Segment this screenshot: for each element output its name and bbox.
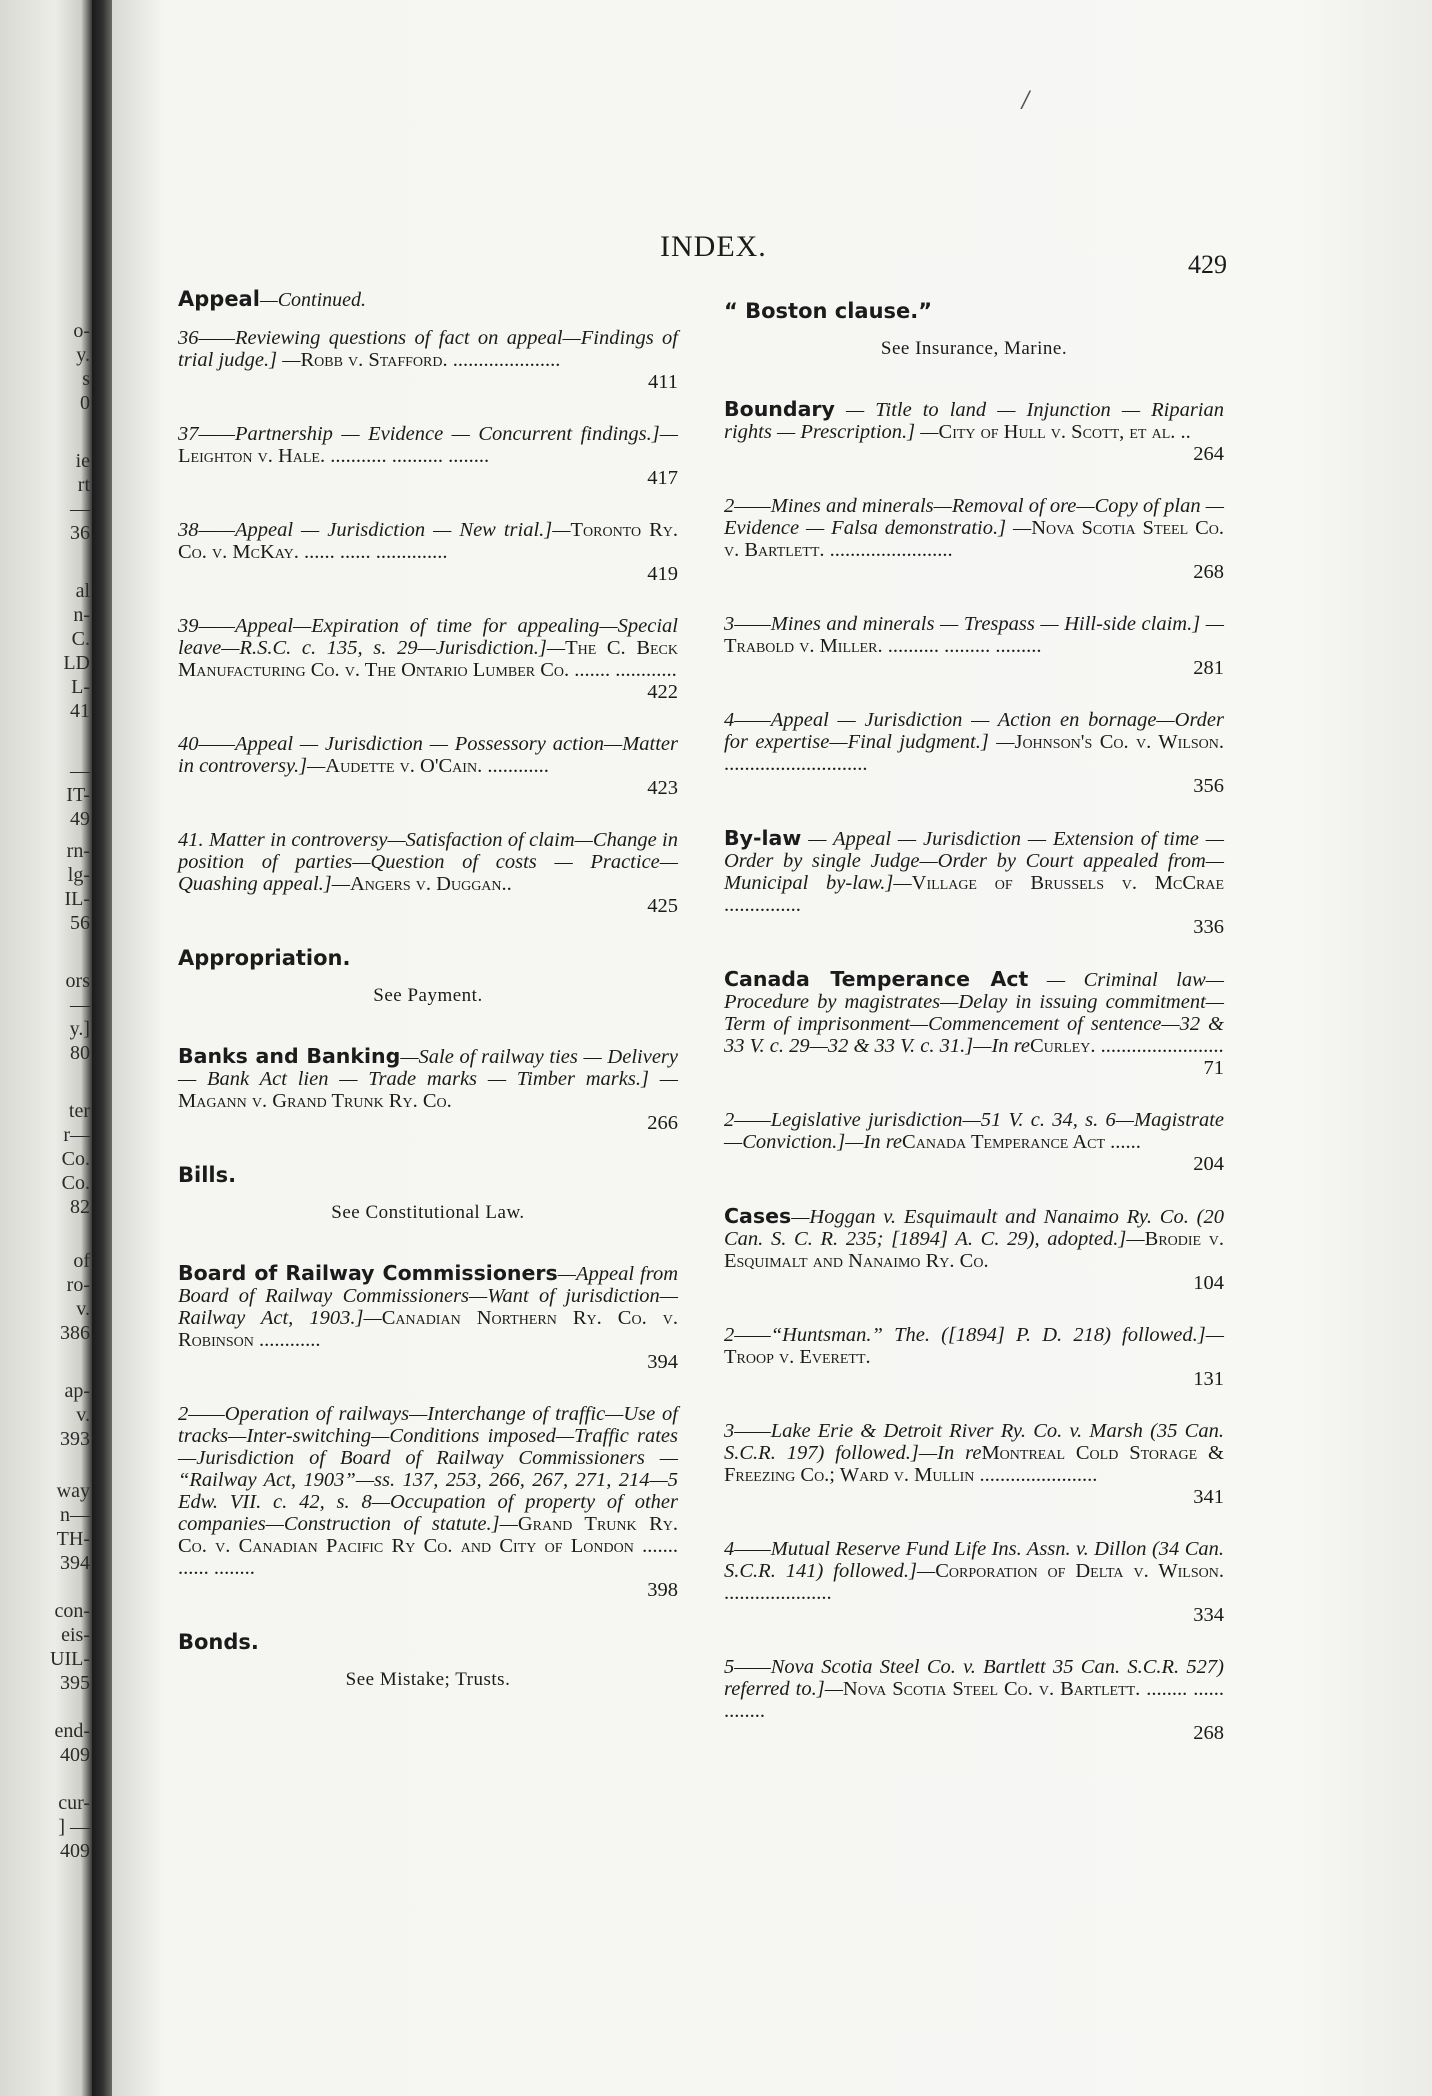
entry-parties: Toronto Ry. Co. v. McKay. bbox=[178, 519, 678, 563]
facing-page-fragment: UIL- bbox=[50, 1648, 90, 1670]
index-heading bbox=[178, 288, 678, 311]
entry-leaders: ........................ bbox=[824, 539, 953, 561]
entry-parties: Montreal Cold Storage & Freezing Co.; Ward v. Mullin bbox=[724, 1442, 1224, 1486]
entry-page-ref: 425 bbox=[647, 895, 678, 917]
heading-title: Appropriation. bbox=[178, 946, 351, 970]
entry-text: 3——Mines and minerals — Trespass — Hill-side claim.] — bbox=[724, 613, 1224, 635]
entry-parties: Village of Brussels v. McCrae bbox=[911, 872, 1224, 894]
entry-parties: Magann v. Grand Trunk Ry. Co. bbox=[178, 1090, 452, 1112]
facing-page-fragment: 49 bbox=[70, 808, 90, 830]
entry-parties: Angers v. Duggan.. bbox=[349, 873, 512, 895]
index-entry bbox=[178, 615, 678, 703]
entry-heading: Banks and Banking bbox=[178, 1044, 401, 1068]
entry-parties: City of Hull v. Scott, et al. bbox=[938, 421, 1176, 443]
entry-parties: The C. Beck Manufacturing Co. v. The Ontario Lumber Co. bbox=[178, 637, 678, 681]
facing-page-fragment: al bbox=[75, 580, 90, 602]
entry-page-ref: 417 bbox=[647, 467, 678, 489]
facing-page-fragment: v. bbox=[76, 1298, 90, 1320]
entry-leaders: ........................ bbox=[1095, 1035, 1224, 1057]
entry-text: — Appeal — Jurisdiction — Extension of time — Order by single Judge—Order by Court appealed from—Municipal by-law.]— bbox=[724, 828, 1224, 894]
entry-leaders: ............................ bbox=[724, 753, 868, 775]
entry-parties: Corporation of Delta v. Wilson. bbox=[935, 1560, 1224, 1582]
entry-page-ref: 398 bbox=[647, 1579, 678, 1601]
entry-leaders: .. bbox=[1175, 421, 1191, 443]
entry-page-ref: 268 bbox=[1193, 1722, 1224, 1744]
facing-page-fragment: — bbox=[70, 760, 90, 782]
entry-page-ref: 356 bbox=[1193, 775, 1224, 797]
entry-text: 38——Appeal — Jurisdiction — New trial.]— bbox=[178, 519, 571, 541]
facing-page-fragment: 56 bbox=[70, 912, 90, 934]
entry-page-ref: 394 bbox=[647, 1351, 678, 1373]
entry-page-ref: 268 bbox=[1193, 561, 1224, 583]
entry-parties: Trabold v. Miller. bbox=[724, 635, 883, 657]
facing-page-fragment: 386 bbox=[60, 1322, 90, 1344]
entry-text: 4——Mutual Reserve Fund Life Ins. Assn. v. Dillon (34 Can. S.C.R. 141) followed.]— bbox=[724, 1538, 1224, 1582]
entry-heading: Canada Temperance Act bbox=[724, 967, 1029, 991]
facing-page-fragment: ie bbox=[75, 450, 90, 472]
entry-leaders: ....................... bbox=[974, 1464, 1098, 1486]
facing-page-fragment: ors bbox=[65, 970, 90, 992]
entry-parties: Canada Temperance Act bbox=[902, 1131, 1106, 1153]
entry-parties: Brodie v. Esquimalt and Nanaimo Ry. Co. bbox=[724, 1228, 1224, 1272]
entry-text: —Hoggan v. Esquimault and Nanaimo Ry. Co. (20 Can. S. C. R. 235; [1894] A. C. 29), adopted.]— bbox=[724, 1206, 1224, 1250]
entry-leaders: ..................... bbox=[724, 1582, 832, 1604]
entry-heading: By-law bbox=[724, 826, 802, 850]
facing-page-fragment: ro- bbox=[66, 1274, 90, 1296]
heading-continued: —Continued. bbox=[259, 289, 367, 311]
entry-page-ref: 264 bbox=[1193, 443, 1224, 465]
heading-title: Appeal bbox=[178, 287, 260, 311]
entry-leaders: ........... .......... ........ bbox=[325, 445, 490, 467]
left-column bbox=[178, 288, 678, 1729]
index-entry bbox=[724, 1205, 1224, 1294]
facing-page-fragment: Co. bbox=[61, 1172, 90, 1194]
entry-leaders: ....... ............ bbox=[569, 659, 677, 681]
index-entry bbox=[178, 519, 678, 585]
facing-page-fragment: cur- bbox=[58, 1792, 90, 1814]
facing-page-fragment: L- bbox=[71, 676, 90, 698]
index-entry bbox=[178, 733, 678, 799]
facing-page-fragment: end- bbox=[54, 1720, 90, 1742]
facing-page-fragment: LD bbox=[63, 652, 90, 674]
entry-page-ref: 204 bbox=[1193, 1153, 1224, 1175]
entry-text: 39——Appeal—Expiration of time for appealing—Special leave—R.S.C. c. 135, s. 29—Jurisdiction.]— bbox=[178, 615, 678, 659]
facing-page-fragment: 409 bbox=[60, 1744, 90, 1766]
index-entry bbox=[724, 827, 1224, 938]
facing-page-fragment: — bbox=[70, 498, 90, 520]
index-entry bbox=[178, 829, 678, 917]
entry-parties: Robb v. Stafford. bbox=[300, 349, 448, 371]
entry-text: 4——Appeal — Jurisdiction — Action en bornage—Order for expertise—Final judgment.] — bbox=[724, 709, 1224, 753]
see-reference: See Mistake; Trusts. bbox=[345, 1669, 511, 1690]
entry-leaders: ............ bbox=[253, 1329, 321, 1351]
facing-page-fragment: IT- bbox=[66, 784, 90, 806]
facing-page-fragment: 80 bbox=[70, 1042, 90, 1064]
page-number: 429 bbox=[1188, 250, 1227, 279]
facing-page-fragment: TH- bbox=[56, 1528, 90, 1550]
entry-leaders: ............ bbox=[482, 755, 549, 777]
index-entry bbox=[724, 398, 1224, 465]
entry-leaders: .......... ......... ......... bbox=[882, 635, 1042, 657]
facing-page-fragment: ] — bbox=[58, 1816, 90, 1838]
facing-page-fragment: con- bbox=[54, 1600, 90, 1622]
index-heading bbox=[178, 1164, 678, 1186]
entry-parties: Audette v. O'Cain. bbox=[325, 755, 483, 777]
right-column bbox=[724, 300, 1224, 1774]
entry-leaders: ............... bbox=[724, 894, 801, 916]
facing-page-fragment: C. bbox=[71, 628, 90, 650]
entry-leaders: ........ ...... ........ bbox=[724, 1678, 1225, 1722]
entry-heading: Boundary bbox=[724, 397, 835, 421]
facing-page-fragment: y.] bbox=[69, 1018, 90, 1040]
facing-page-fragment: of bbox=[73, 1250, 90, 1272]
index-heading bbox=[724, 300, 1224, 322]
facing-page-fragment: — bbox=[70, 994, 90, 1016]
index-entry bbox=[724, 613, 1224, 679]
index-entry bbox=[724, 495, 1224, 583]
entry-text: 5——Nova Scotia Steel Co. v. Bartlett 35 Can. S.C.R. 527) referred to.]— bbox=[724, 1656, 1224, 1700]
facing-page-fragment: y. bbox=[76, 344, 90, 366]
index-entry bbox=[724, 1656, 1224, 1744]
see-reference: See Payment. bbox=[373, 985, 483, 1006]
running-head: INDEX. bbox=[660, 230, 767, 263]
entry-parties: Canadian Northern Ry. Co. v. Robinson bbox=[178, 1307, 678, 1351]
entry-page-ref: 71 bbox=[1203, 1057, 1224, 1079]
facing-page-fragment: v. bbox=[76, 1404, 90, 1426]
heading-title: “ Boston clause.” bbox=[724, 299, 933, 323]
entry-leaders: ..................... bbox=[447, 349, 561, 371]
entry-parties: Curley. bbox=[1029, 1035, 1096, 1057]
entry-text: 2——Mines and minerals—Removal of ore—Copy of plan — Evidence — Falsa demonstratio.] — bbox=[724, 495, 1224, 539]
entry-page-ref: 422 bbox=[647, 681, 678, 703]
entry-leaders: ....... ...... ........ bbox=[178, 1535, 679, 1579]
index-entry bbox=[724, 1109, 1224, 1175]
facing-page-fragment: IL- bbox=[64, 888, 90, 910]
index-entry bbox=[724, 1324, 1224, 1390]
entry-page-ref: 131 bbox=[1193, 1368, 1224, 1390]
see-reference: See Constitutional Law. bbox=[331, 1202, 525, 1223]
entry-text: 3——Lake Erie & Detroit River Ry. Co. v. Marsh (35 Can. S.C.R. 197) followed.]—In re bbox=[724, 1420, 1224, 1464]
entry-text: 41. Matter in controversy—Satisfaction of claim—Change in position of parties—Question of costs — Practice—Quashing appeal.]— bbox=[178, 829, 678, 895]
facing-page-fragment: 41 bbox=[70, 700, 90, 722]
entry-page-ref: 266 bbox=[647, 1112, 678, 1134]
facing-page-fragment: eis- bbox=[61, 1624, 90, 1646]
index-entry bbox=[724, 1420, 1224, 1508]
entry-heading: Board of Railway Commissioners bbox=[178, 1261, 558, 1285]
facing-page-fragment: rn- bbox=[66, 840, 90, 862]
facing-page-fragment: n- bbox=[73, 604, 90, 626]
entry-text: —Sale of railway ties — Delivery — Bank Act lien — Trade marks — Timber marks.] — bbox=[178, 1046, 679, 1090]
entry-page-ref: 281 bbox=[1193, 657, 1224, 679]
index-entry bbox=[724, 1538, 1224, 1626]
entry-page-ref: 411 bbox=[648, 371, 678, 393]
entry-text: 2——“Huntsman.” The. ([1894] P. D. 218) followed.]— bbox=[724, 1324, 1224, 1346]
index-entry bbox=[178, 423, 678, 489]
index-heading bbox=[178, 947, 678, 969]
entry-page-ref: 419 bbox=[647, 563, 678, 585]
entry-page-ref: 341 bbox=[1193, 1486, 1224, 1508]
index-entry bbox=[178, 1045, 678, 1134]
facing-page-fragment: 393 bbox=[60, 1428, 90, 1450]
entry-parties: Grand Trunk Ry. Co. v. Canadian Pacific Ry Co. and City of London bbox=[178, 1513, 678, 1557]
book-spine-shadow bbox=[92, 0, 112, 2096]
entry-text: — Criminal law—Procedure by magistrates—Delay in issuing commitment—Term of imprisonment—Commencement of sentence—32 & 33 V. c. 29—32 & 33 V. c. 31.]—In re bbox=[724, 969, 1224, 1057]
index-entry bbox=[178, 327, 678, 393]
facing-page-fragment: ter bbox=[68, 1100, 90, 1122]
entry-parties: Troop v. Everett. bbox=[724, 1346, 871, 1368]
facing-page-fragment: 82 bbox=[70, 1196, 90, 1218]
entry-page-ref: 423 bbox=[647, 777, 678, 799]
entry-parties: Johnson's Co. v. Wilson. bbox=[1014, 731, 1225, 753]
heading-title: Bonds. bbox=[178, 1630, 259, 1654]
entry-page-ref: 104 bbox=[1193, 1272, 1224, 1294]
index-heading bbox=[178, 1631, 678, 1653]
entry-parties: Nova Scotia Steel Co. v. Bartlett. bbox=[842, 1678, 1141, 1700]
facing-page-fragment: ap- bbox=[64, 1380, 90, 1402]
entry-leaders: ...... ...... .............. bbox=[298, 541, 448, 563]
entry-parties: Leighton v. Hale. bbox=[178, 445, 326, 467]
entry-text: 40——Appeal — Jurisdiction — Possessory action—Matter in controversy.]— bbox=[178, 733, 678, 777]
index-entry bbox=[724, 709, 1224, 797]
entry-text: 2——Legislative jurisdiction—51 V. c. 34, s. 6—Magistrate—Conviction.]—In re bbox=[724, 1109, 1224, 1153]
entry-text: — Title to land — Injunction — Riparian rights — Prescription.] — bbox=[724, 399, 1224, 443]
facing-page-fragment: n— bbox=[60, 1504, 90, 1526]
entry-parties: Nova Scotia Steel Co. v. Bartlett. bbox=[724, 517, 1224, 561]
entry-leaders: ...... bbox=[1105, 1131, 1141, 1153]
entry-heading: Cases bbox=[724, 1204, 792, 1228]
facing-page-fragment: 395 bbox=[60, 1672, 90, 1694]
see-reference: See Insurance, Marine. bbox=[880, 338, 1068, 359]
facing-page-fragment: 36 bbox=[70, 522, 90, 544]
entry-page-ref: 334 bbox=[1193, 1604, 1224, 1626]
entry-text: —Appeal from Board of Railway Commissioners—Want of jurisdiction—Railway Act, 1903.]— bbox=[178, 1263, 678, 1329]
entry-text: 37——Partnership — Evidence — Concurrent findings.]— bbox=[178, 423, 678, 445]
facing-page-fragment: way bbox=[56, 1480, 90, 1502]
facing-page-fragment: Co. bbox=[61, 1148, 90, 1170]
facing-page-fragment: o- bbox=[73, 320, 90, 342]
index-entry bbox=[178, 1403, 678, 1601]
facing-page-fragment: rt bbox=[77, 474, 90, 496]
facing-page-fragment: r— bbox=[63, 1124, 90, 1146]
stray-mark: / bbox=[1022, 88, 1030, 113]
index-entry bbox=[178, 1262, 678, 1373]
entry-text: 36——Reviewing questions of fact on appeal—Findings of trial judge.] — bbox=[178, 327, 678, 371]
index-entry bbox=[724, 968, 1224, 1079]
facing-page-fragment: 0 bbox=[80, 392, 90, 414]
facing-page-fragment: lg- bbox=[67, 864, 90, 886]
facing-page-fragment: 394 bbox=[60, 1552, 90, 1574]
facing-page-fragment: s bbox=[82, 368, 90, 390]
heading-title: Bills. bbox=[178, 1163, 237, 1187]
facing-page-fragment: 409 bbox=[60, 1840, 90, 1862]
entry-text: 2——Operation of railways—Interchange of traffic—Use of tracks—Inter-switching—Conditions imposed—Traffic rates—Jurisdiction of Board of Railway Commissioners — “Railway Act, 1903”—ss. 137, 253, 266, 267, 271, 214—5 Edw. VII. c. 42, s. 8—Occupation of property of other companies—Construction of statute.]— bbox=[178, 1403, 678, 1535]
entry-page-ref: 336 bbox=[1193, 916, 1224, 938]
